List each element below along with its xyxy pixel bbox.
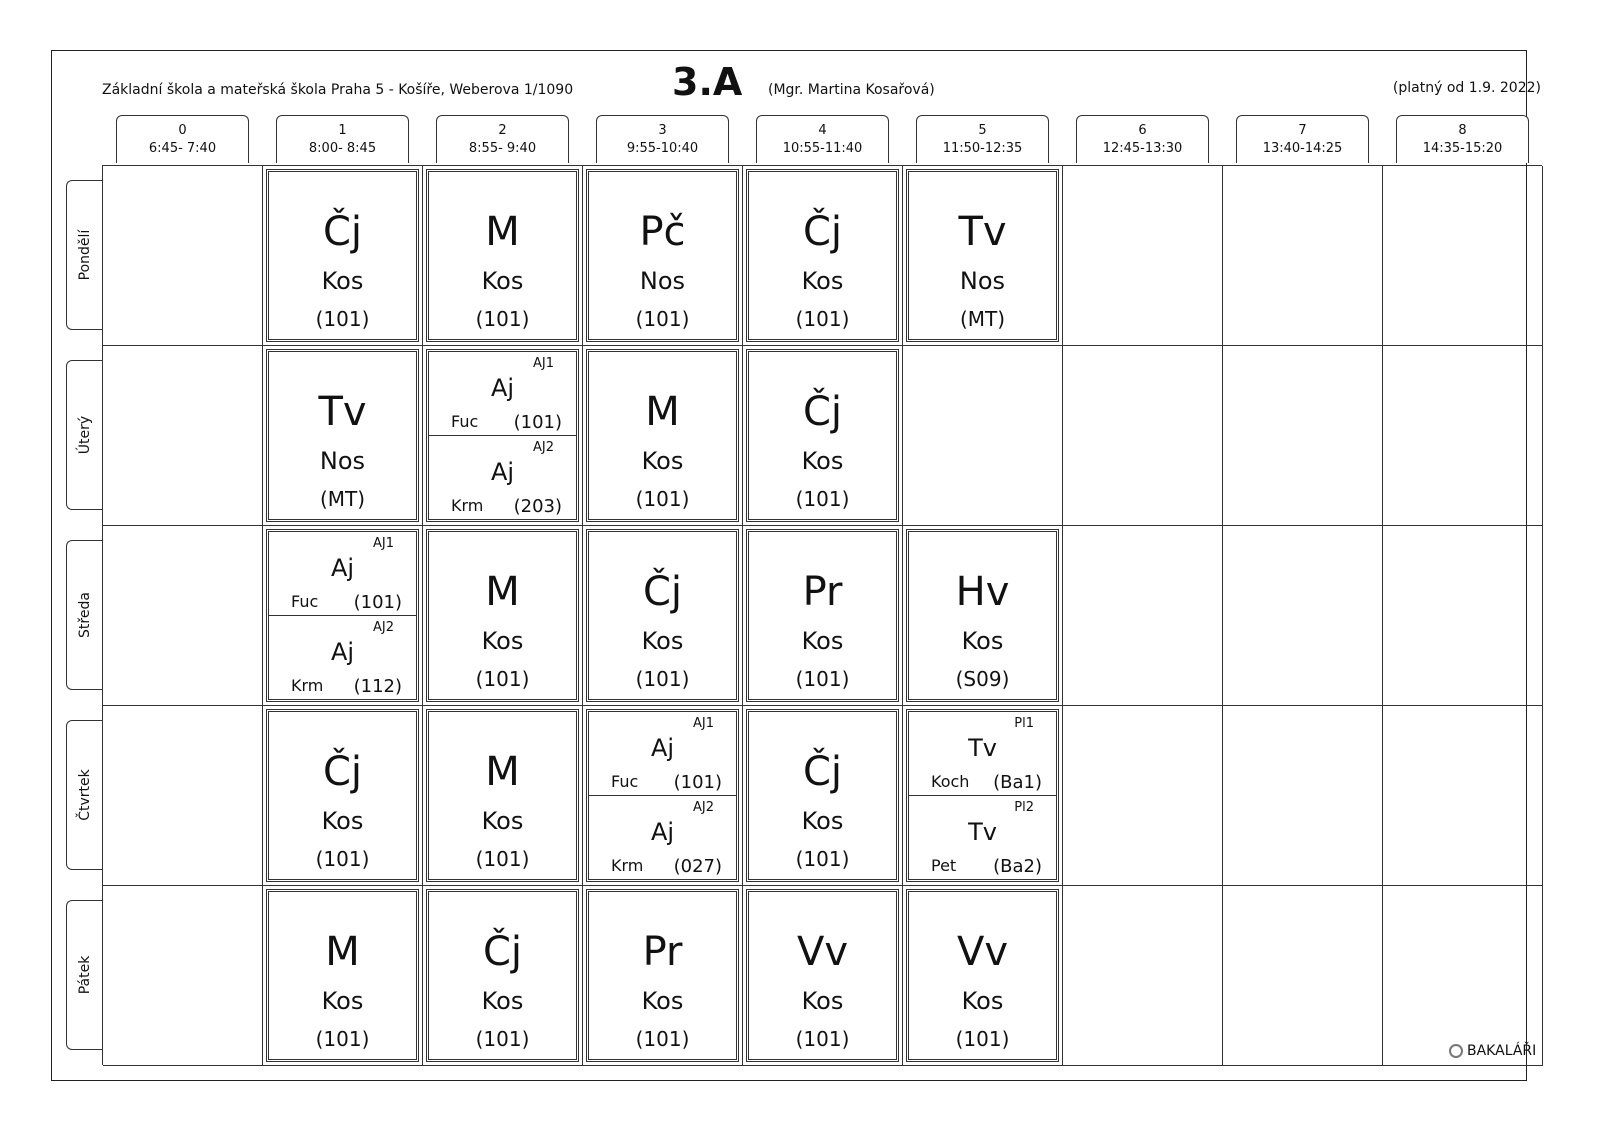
period-number: 7	[1298, 123, 1307, 138]
empty-cell	[1063, 526, 1223, 706]
subject: Tv	[968, 817, 997, 846]
teacher: Kos	[801, 267, 844, 295]
group-lesson	[589, 712, 736, 796]
group-lesson	[909, 796, 1056, 880]
teacher: Krm	[451, 495, 484, 515]
period-time: 14:35-15:20	[1422, 141, 1503, 156]
group-name: Pl2	[1014, 799, 1034, 815]
valid-from: (platný od 1.9. 2022)	[1392, 80, 1541, 96]
period-number: 4	[818, 123, 827, 138]
lesson	[746, 709, 899, 882]
group-lesson	[429, 352, 576, 436]
group-name: AJ2	[373, 619, 394, 635]
brand-name: BAKALÁŘI	[1467, 1043, 1537, 1059]
lesson	[426, 709, 579, 882]
split-lesson	[426, 349, 579, 522]
lesson-cell[interactable]	[263, 166, 423, 346]
empty-cell	[1383, 886, 1543, 1066]
period-time: 8:55- 9:40	[468, 141, 537, 156]
teacher: Pet	[931, 855, 957, 875]
subject: Aj	[650, 734, 675, 762]
subject: Aj	[330, 637, 355, 666]
lesson	[586, 889, 739, 1062]
room: (101)	[795, 667, 850, 691]
teacher: Fuc	[451, 412, 479, 431]
group-name: AJ1	[693, 716, 714, 731]
day-label: Čtvrtek	[77, 769, 93, 821]
group-name: AJ2	[533, 439, 554, 455]
day-label: Středa	[77, 592, 93, 638]
room: (101)	[353, 592, 402, 613]
room: (Ba1)	[993, 772, 1042, 793]
group-lesson	[429, 436, 576, 520]
subject: Hv	[955, 569, 1010, 615]
teacher: Kos	[801, 627, 844, 655]
teacher: Krm	[291, 675, 324, 695]
period-tab-8	[1396, 115, 1529, 163]
class-title: 3.A	[672, 60, 743, 104]
lesson	[426, 529, 579, 702]
lesson-cell[interactable]	[423, 886, 583, 1066]
teacher: Kos	[641, 627, 684, 655]
teacher: Koch	[931, 772, 970, 791]
empty-cell	[1223, 346, 1383, 526]
teacher: Kos	[481, 627, 524, 655]
lesson-cell[interactable]	[903, 886, 1063, 1066]
room: (203)	[513, 495, 562, 517]
period-tab-5	[916, 115, 1049, 163]
lesson-cell[interactable]	[903, 526, 1063, 706]
empty-cell	[1063, 346, 1223, 526]
lesson	[746, 889, 899, 1062]
lesson-cell[interactable]	[583, 706, 743, 886]
split-lesson	[906, 709, 1059, 882]
room: (Ba2)	[993, 855, 1042, 877]
room: (101)	[475, 307, 530, 331]
subject: Pr	[642, 929, 683, 975]
subject: Čj	[802, 749, 843, 795]
subject: Pč	[639, 209, 686, 255]
day-tab	[66, 180, 103, 330]
lesson	[266, 889, 419, 1062]
lesson	[426, 169, 579, 342]
teacher: Kos	[961, 627, 1004, 655]
period-time: 13:40-14:25	[1262, 141, 1343, 156]
lesson-cell[interactable]	[423, 346, 583, 526]
period-time: 11:50-12:35	[942, 141, 1023, 156]
lesson-cell[interactable]	[743, 526, 903, 706]
lesson-cell[interactable]	[263, 526, 423, 706]
room: (101)	[475, 1027, 530, 1051]
teacher: Kos	[641, 447, 684, 475]
empty-cell	[1383, 706, 1543, 886]
lesson	[906, 889, 1059, 1062]
lesson-cell[interactable]	[263, 706, 423, 886]
teacher: Kos	[321, 987, 364, 1015]
room: (101)	[673, 772, 722, 793]
day-label: Úterý	[77, 415, 93, 455]
lesson-cell[interactable]	[743, 886, 903, 1066]
teacher: Fuc	[611, 772, 639, 791]
subject: Čj	[322, 749, 363, 795]
teacher: Kos	[641, 987, 684, 1015]
subject: Aj	[490, 457, 515, 486]
subject: Čj	[642, 569, 683, 615]
empty-cell	[1223, 166, 1383, 346]
lesson-cell[interactable]	[263, 886, 423, 1066]
empty-cell	[1063, 706, 1223, 886]
room: (101)	[955, 1027, 1010, 1051]
period-number: 1	[338, 123, 347, 138]
lesson	[746, 529, 899, 702]
school-name: Základní škola a mateřská škola Praha 5 - Košíře, Weberova 1/1090	[102, 82, 574, 98]
room: (101)	[513, 412, 562, 433]
lesson	[746, 349, 899, 522]
period-time: 6:45- 7:40	[148, 141, 217, 156]
lesson	[266, 349, 419, 522]
group-name: AJ1	[373, 536, 394, 551]
group-name: AJ2	[693, 799, 714, 815]
room: (101)	[475, 847, 530, 871]
subject: Pr	[802, 569, 843, 615]
room: (101)	[795, 847, 850, 871]
empty-cell	[103, 886, 263, 1066]
room: (101)	[315, 307, 370, 331]
group-lesson	[589, 796, 736, 880]
subject: Čj	[802, 209, 843, 255]
empty-cell	[1383, 526, 1543, 706]
empty-cell	[1383, 166, 1543, 346]
lesson	[266, 709, 419, 882]
lesson-cell[interactable]	[743, 166, 903, 346]
room: (101)	[635, 307, 690, 331]
teacher: Kos	[961, 987, 1004, 1015]
period-time: 12:45-13:30	[1102, 141, 1183, 156]
period-tab-4	[756, 115, 889, 163]
empty-cell	[103, 166, 263, 346]
teacher: Kos	[481, 987, 524, 1015]
teacher: Kos	[801, 447, 844, 475]
teacher: Kos	[801, 807, 844, 835]
group-name: AJ1	[533, 356, 554, 371]
period-tab-6	[1076, 115, 1209, 163]
lesson	[586, 529, 739, 702]
teacher: Krm	[611, 855, 644, 875]
period-number: 8	[1458, 123, 1467, 138]
class-teacher: (Mgr. Martina Kosařová)	[768, 82, 935, 98]
empty-cell	[1223, 526, 1383, 706]
period-number: 3	[658, 123, 667, 138]
day-tab	[66, 900, 103, 1050]
period-time: 9:55-10:40	[626, 141, 699, 156]
timetable-header	[0, 0, 1600, 110]
lesson	[266, 169, 419, 342]
lesson-cell[interactable]	[263, 346, 423, 526]
subject: M	[485, 749, 520, 795]
room: (101)	[635, 487, 690, 511]
empty-cell	[1383, 346, 1543, 526]
period-number: 0	[178, 123, 187, 138]
teacher: Kos	[481, 807, 524, 835]
lesson-cell[interactable]	[583, 166, 743, 346]
group-name: Pl1	[1014, 716, 1034, 731]
empty-cell	[903, 346, 1063, 526]
empty-cell	[1223, 706, 1383, 886]
lesson-cell[interactable]	[423, 706, 583, 886]
room: (112)	[353, 675, 402, 697]
lesson-cell[interactable]	[583, 526, 743, 706]
day-label: Pátek	[77, 955, 93, 995]
lesson	[906, 529, 1059, 702]
teacher: Nos	[959, 267, 1006, 295]
empty-cell	[103, 706, 263, 886]
subject: Tv	[318, 389, 367, 435]
lesson	[746, 169, 899, 342]
period-number: 2	[498, 123, 507, 138]
subject: Vv	[956, 929, 1009, 975]
day-tab	[66, 720, 103, 870]
group-lesson	[909, 712, 1056, 796]
room: (MT)	[959, 307, 1006, 331]
room: (101)	[635, 667, 690, 691]
subject: Čj	[802, 389, 843, 435]
room: (101)	[635, 1027, 690, 1051]
room: (S09)	[955, 667, 1010, 691]
day-label: Pondělí	[77, 229, 93, 281]
period-number: 5	[978, 123, 987, 138]
empty-cell	[1063, 166, 1223, 346]
teacher: Kos	[801, 987, 844, 1015]
subject: Aj	[490, 374, 515, 402]
room: (101)	[315, 847, 370, 871]
lesson-cell[interactable]	[743, 346, 903, 526]
subject: Vv	[796, 929, 849, 975]
timetable-grid	[102, 165, 1542, 1065]
lesson-cell[interactable]	[583, 346, 743, 526]
subject: Čj	[322, 209, 363, 255]
room: (101)	[795, 487, 850, 511]
split-lesson	[586, 709, 739, 882]
period-number: 6	[1138, 123, 1147, 138]
lesson-cell[interactable]	[743, 706, 903, 886]
split-lesson	[266, 529, 419, 702]
day-tab	[66, 360, 103, 510]
subject: Aj	[650, 817, 675, 846]
teacher: Nos	[639, 267, 686, 295]
room: (101)	[795, 307, 850, 331]
teacher: Kos	[321, 267, 364, 295]
lesson-cell[interactable]	[903, 706, 1063, 886]
period-tab-3	[596, 115, 729, 163]
lesson	[586, 349, 739, 522]
lesson	[426, 889, 579, 1062]
subject: Tv	[958, 209, 1007, 255]
subject: M	[485, 569, 520, 615]
empty-cell	[1063, 886, 1223, 1066]
room: (027)	[673, 855, 722, 877]
group-lesson	[269, 532, 416, 616]
lesson	[586, 169, 739, 342]
empty-cell	[1223, 886, 1383, 1066]
lesson	[906, 169, 1059, 342]
period-tab-2	[436, 115, 569, 163]
lesson-cell[interactable]	[423, 526, 583, 706]
empty-cell	[103, 526, 263, 706]
period-tab-7	[1236, 115, 1369, 163]
lesson-cell[interactable]	[583, 886, 743, 1066]
subject: Čj	[482, 929, 523, 975]
day-tab	[66, 540, 103, 690]
room: (101)	[795, 1027, 850, 1051]
brand-logo	[1449, 1043, 1536, 1059]
teacher: Kos	[481, 267, 524, 295]
subject: M	[325, 929, 360, 975]
subject: Tv	[968, 734, 997, 762]
period-tab-1	[276, 115, 409, 163]
lesson-cell[interactable]	[903, 166, 1063, 346]
bakalari-logo-icon	[1449, 1044, 1463, 1058]
room: (101)	[475, 667, 530, 691]
room: (101)	[315, 1027, 370, 1051]
period-time: 8:00- 8:45	[308, 141, 377, 156]
period-time: 10:55-11:40	[782, 141, 863, 156]
subject: M	[645, 389, 680, 435]
teacher: Nos	[319, 447, 366, 475]
lesson-cell[interactable]	[423, 166, 583, 346]
subject: M	[485, 209, 520, 255]
teacher: Kos	[321, 807, 364, 835]
teacher: Fuc	[291, 592, 319, 611]
room: (MT)	[319, 487, 366, 511]
empty-cell	[103, 346, 263, 526]
subject: Aj	[330, 554, 355, 582]
period-tab-0	[116, 115, 249, 163]
group-lesson	[269, 616, 416, 700]
